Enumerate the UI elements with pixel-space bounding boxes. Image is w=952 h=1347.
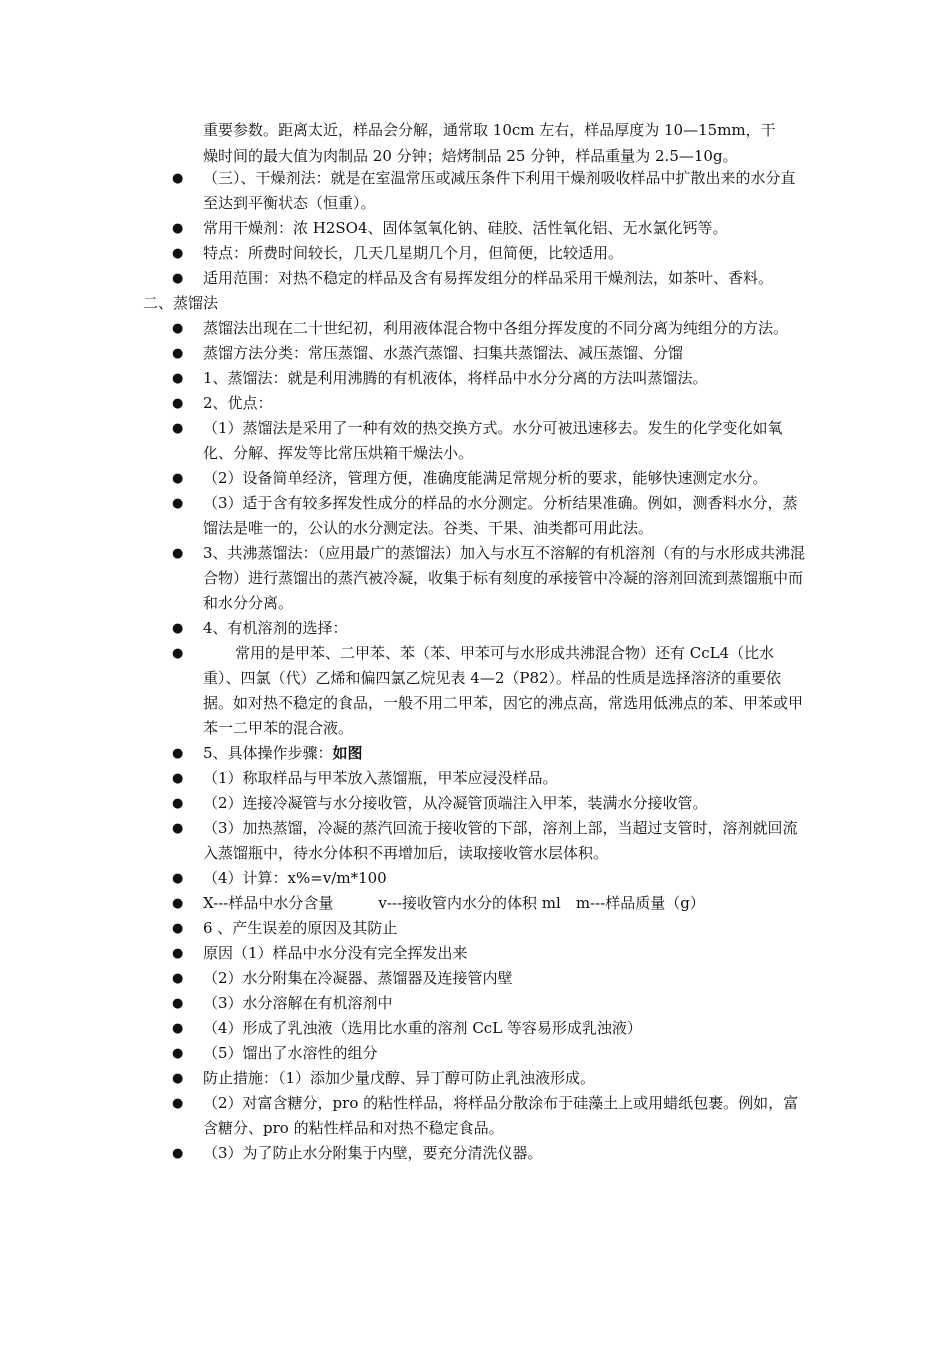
bullet-item: [0, 1141, 952, 1166]
section-heading: 二、蒸馏法: [143, 294, 219, 312]
bullet-text: [203, 541, 809, 616]
bullet-text: [203, 366, 809, 391]
bullet-text: [203, 1141, 809, 1166]
bullet-text-content: 常用的是甲苯、二甲苯、苯（苯、甲苯可与水形成共沸混合物）还有 CcL4（比水重）、四氯（代）乙烯和偏四氯乙烷见表 4—2（P82）。样品的性质是选择溶济的重要依据。如对热不稳定的食品，一般不用二甲苯，因它的沸点高，常选用低沸点的苯、甲苯或甲苯一二甲苯的混合液。: [203, 644, 804, 737]
bullet-item: [0, 991, 952, 1016]
bullet-text: [203, 1041, 809, 1066]
bullet-item: [0, 541, 952, 616]
bullet-text-content: （2）对富含糖分，pro 的粘性样品，将样品分散涂布于硅藻土上或用蜡纸包裹。例如，富含糖分、pro 的粘性样品和对热不稳定食品。: [203, 1094, 799, 1137]
bullet-text: [203, 266, 809, 291]
bullet-text-content: （5）馏出了水溶性的组分: [203, 1044, 378, 1062]
bullet-text-content: 1、蒸馏法：就是利用沸腾的有机液体，将样品中水分分离的方法叫蒸馏法。: [203, 369, 708, 387]
bullet-text-content: （2）水分附集在冷凝器、蒸馏器及连接管内壁: [203, 969, 513, 987]
intro-line: 燥时间的最大值为肉制品 20 分钟；焙烤制品 25 分钟，样品重量为 2.5—10g。: [203, 147, 738, 165]
bullet-item: [0, 1041, 952, 1066]
bullet-item: [0, 466, 952, 491]
bullet-text-content: （三）、干燥剂法：就是在室温常压或减压条件下利用干燥剂吸收样品中扩散出来的水分直至达到平衡状态（恒重）。: [203, 169, 796, 212]
bullet-text-content: 蒸馏方法分类：常压蒸馏、水蒸汽蒸馏、扫集共蒸馏法、减压蒸馏、分馏: [203, 344, 684, 362]
bullet-text-content: X---样品中水分含量 v---接收管内水分的体积 ml m---样品质量（g）: [203, 894, 705, 912]
bullet-item: [0, 891, 952, 916]
bullet-item: [0, 1066, 952, 1091]
bullet-item: [0, 166, 952, 216]
bullet-text: [203, 616, 809, 641]
bullet-text: [203, 966, 809, 991]
bullet-text-content: 蒸馏法出现在二十世纪初，利用液体混合物中各组分挥发度的不同分离为纯组分的方法。: [203, 319, 789, 337]
bullet-text: [203, 316, 809, 341]
bullet-item: [0, 916, 952, 941]
bullet-item: [0, 216, 952, 241]
bullet-text: [203, 916, 809, 941]
bullet-text: [203, 391, 809, 416]
bullet-text-content: 常用干燥剂：浓 H2SO4、固体氢氧化钠、硅胶、活性氧化铝、无水氯化钙等。: [203, 219, 728, 237]
bullet-text: [203, 491, 809, 541]
bullet-text: [203, 766, 809, 791]
bullet-item: [0, 941, 952, 966]
intro-paragraph: [203, 117, 809, 169]
bullet-text-content: 防止措施：（1）添加少量戊醇、异丁醇可防止乳浊液形成。: [203, 1069, 596, 1087]
bullet-item: [0, 491, 952, 541]
bullet-text: [203, 641, 809, 741]
bullet-item: [0, 1091, 952, 1141]
bullet-item: [0, 766, 952, 791]
bullet-text: [203, 1091, 809, 1141]
bullet-item: [0, 416, 952, 466]
bullet-text-content: 2、优点：: [203, 394, 273, 412]
bullet-text-content: 6 、产生误差的原因及其防止: [203, 919, 398, 937]
bullet-item: [0, 966, 952, 991]
bullet-text-content: 适用范围：对热不稳定的样品及含有易挥发组分的样品采用干燥剂法，如茶叶、香料。: [203, 269, 774, 287]
bullet-item: [0, 241, 952, 266]
bullet-text: [203, 891, 809, 916]
bullet-item: [0, 741, 952, 766]
bullet-text-content: （4）形成了乳浊液（选用比水重的溶剂 CcL 等容易形成乳浊液）: [203, 1019, 642, 1037]
bullet-text: [203, 816, 809, 866]
bullet-text-content: （4）计算：x%=v/m*100: [203, 869, 387, 887]
bullet-text: [203, 941, 809, 966]
bullet-text: [203, 216, 809, 241]
bullet-item: [0, 391, 952, 416]
bullet-item: [0, 791, 952, 816]
bullet-text: [203, 166, 809, 216]
bullet-text: [203, 341, 809, 366]
bullet-text-content: （1）蒸馏法是采用了一种有效的热交换方式。水分可被迅速移去。发生的化学变化如氧化、分解、挥发等比常压烘箱干燥法小。: [203, 419, 783, 462]
bullet-text: [203, 241, 809, 266]
bullet-item: [0, 641, 952, 741]
bullet-text-content: （1）称取样品与甲苯放入蒸馏瓶，甲苯应浸没样品。: [203, 769, 558, 787]
intro-line: 重要参数。距离太近，样品会分解，通常取 10cm 左右，样品厚度为 10—15mm，干: [203, 121, 776, 139]
bullet-text: [203, 466, 809, 491]
bullet-text: [203, 416, 809, 466]
bullet-text: [203, 1066, 809, 1091]
bullet-text-content: （3）适于含有较多挥发性成分的样品的水分测定。分析结果准确。例如，测香料水分，蒸馏法是唯一的，公认的水分测定法。谷类、干果、油类都可用此法。: [203, 494, 798, 537]
bullet-item: [0, 266, 952, 291]
bullet-text: [203, 991, 809, 1016]
bullet-text-content: （3）加热蒸馏，冷凝的蒸汽回流于接收管的下部，溶剂上部，当超过支管时，溶剂就回流入蒸馏瓶中，待水分体积不再增加后，读取接收管水层体积。: [203, 819, 798, 862]
bullet-item: [0, 616, 952, 641]
bullet-item: [0, 341, 952, 366]
bullet-item: [0, 816, 952, 866]
bullet-text: [203, 866, 809, 891]
bullet-item: [0, 366, 952, 391]
bullet-text-content: 5、具体操作步骤：: [203, 744, 333, 762]
bullet-text: [203, 1016, 809, 1041]
bullet-text-content: （3）水分溶解在有机溶剂中: [203, 994, 393, 1012]
bullet-text-content: 特点：所费时间较长，几天几星期几个月，但简便，比较适用。: [203, 244, 624, 262]
bullet-item: [0, 866, 952, 891]
bullet-text: [203, 791, 809, 816]
bullet-text-content: （2）设备简单经济，管理方便，准确度能满足常规分析的要求，能够快速测定水分。: [203, 469, 768, 487]
bullet-text: [203, 741, 809, 766]
bullet-text-content: （2）连接冷凝管与水分接收管，从冷凝管顶端注入甲苯，装满水分接收管。: [203, 794, 708, 812]
content-list: [0, 166, 952, 1166]
bullet-text-content: 原因（1）样品中水分没有完全挥发出来: [203, 944, 468, 962]
bold-emphasis: 如图: [332, 744, 363, 762]
bullet-text-content: 4、有机溶剂的选择：: [203, 619, 348, 637]
bullet-text-content: 3、共沸蒸馏法：（应用最广的蒸馏法）加入与水互不溶解的有机溶剂（有的与水形成共沸混合物）进行蒸馏出的蒸汽被冷凝，收集于标有刻度的承接管中冷凝的溶剂回流到蒸馏瓶中而和水分分离。: [203, 544, 806, 612]
bullet-item: [0, 1016, 952, 1041]
bullet-text-content: （3）为了防止水分附集于内壁，要充分清洗仪器。: [203, 1144, 543, 1162]
bullet-item: [0, 316, 952, 341]
